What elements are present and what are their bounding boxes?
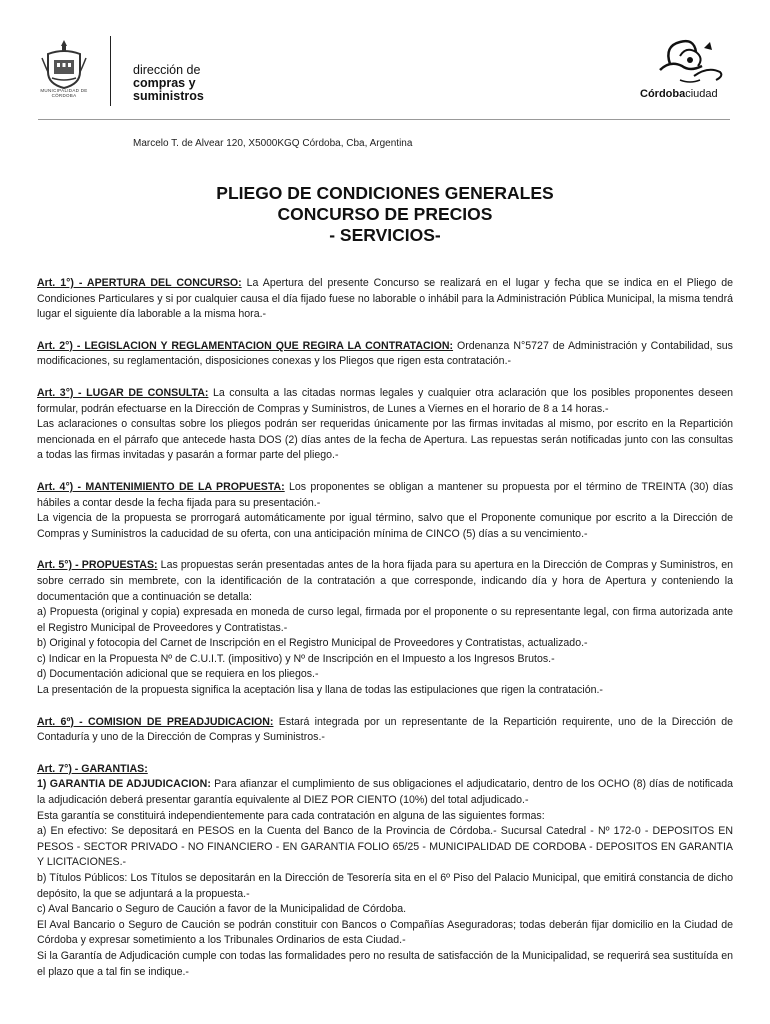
article-paragraph: La presentación de la propuesta significa la aceptación lisa y llana de todas las estipulaciones que rigen la contratación.- bbox=[37, 684, 603, 697]
article-text: Los proponentes se obligan a mantener su propuesta por el término de TREINTA (30) días hábiles a contar desde la fecha fijada para su presentación.- bbox=[37, 480, 733, 509]
article-paragraph bbox=[37, 715, 733, 746]
title-line-1: PLIEGO DE CONDICIONES GENERALES bbox=[216, 183, 554, 203]
department-name bbox=[133, 64, 204, 103]
article-text: Las propuestas serán presentadas antes de la hora fijada para su apertura en la Dirección de Compras y Suministros, en sobre cerrado sin membrete, con la identificación de la contratación a que corresponde, indicando día y hora de Apertura y conteniendo la documentación que a continuación se detalla: bbox=[37, 559, 733, 603]
brand-bold-text: Córdoba bbox=[640, 88, 686, 100]
list-item: b) Títulos Públicos: Los Títulos se depositarán en la Dirección de Tesorería sita en el 6º Piso del Palacio Municipal, que emitirá constancia de dicho depósito, la que se adjuntará a la propuesta.- bbox=[37, 872, 733, 900]
list-item: b) Original y fotocopia del Carnet de Inscripción en el Registro Municipal de Proveedores y Contratistas, actualizado.- bbox=[37, 637, 588, 650]
article-heading: Art. 3°) - LUGAR DE CONSULTA: bbox=[37, 386, 209, 399]
article-6 bbox=[37, 715, 733, 746]
article-paragraph bbox=[37, 558, 733, 605]
article-text: Para afianzar el cumplimiento de sus obligaciones el adjudicatario, dentro de los OCHO (8) días de notificada la adjudicación deberá presentar garantía equivalente al DIEZ POR CIENTO (10%) del total adjudicado.- bbox=[37, 778, 734, 807]
title-line-3: - SERVICIOS- bbox=[329, 225, 441, 245]
article-paragraph bbox=[37, 480, 733, 511]
article-heading: Art. 6º) - COMISION DE PREADJUDICACION: bbox=[37, 715, 274, 728]
department-line-2: compras y bbox=[133, 76, 196, 90]
document-title bbox=[0, 183, 770, 246]
list-item: c) Aval Bancario o Seguro de Caución a favor de la Municipalidad de Córdoba. bbox=[37, 903, 407, 916]
article-1 bbox=[37, 276, 733, 323]
municipal-crest-icon bbox=[40, 38, 88, 90]
article-paragraph: Las aclaraciones o consultas sobre los pliegos podrán ser requeridas únicamente por las firmas invitadas al mismo, por escrito en la Repartición mencionada en el párrafo que antecede hasta DOS (2) días antes de la fecha de Apertura. Las repuestas serán notificadas junto con las consultas a todas las firmas invitadas y pasarán a formar parte del pliego.- bbox=[37, 418, 733, 462]
article-paragraph bbox=[37, 777, 733, 808]
article-paragraph: Si la Garantía de Adjudicación cumple con todas las formalidades pero no resulta de satisfacción de la Municipalidad, se requerirá sea sustituída en el plazo que a tal fin se indique.- bbox=[37, 949, 733, 978]
article-text: La Apertura del presente Concurso se realizará en el lugar y fecha que se indica en el Pliego de Condiciones Particulares y si por cualquier causa el día fijado fuese no laborable o inhábil para la Administración Pública Municipal, la misma tendrá lugar el siguiente día laborable a la misma hora.- bbox=[37, 277, 733, 321]
brand-light-text: ciudad bbox=[685, 88, 718, 100]
article-heading: Art. 1°) - APERTURA DEL CONCURSO: bbox=[37, 277, 242, 289]
list-item: d) Documentación adicional que se requiera en los pliegos.- bbox=[37, 668, 319, 681]
article-text: Estará integrada por un representante de la Repartición requirente, uno de la Dirección de Contaduría y uno de la Dirección de Compras y Suministros.- bbox=[37, 715, 733, 744]
article-text: La consulta a las citadas normas legales y cualquier otra aclaración que los posibles proponentes deseen formular, podrán efectuarse en la Dirección de Compras y Suministros, de Lunes a Viernes en el horario de 8 a 14 horas.- bbox=[37, 386, 733, 415]
department-line-3: suministros bbox=[133, 89, 204, 103]
header-divider bbox=[110, 36, 111, 106]
article-4 bbox=[37, 480, 733, 542]
article-paragraph bbox=[37, 276, 733, 323]
header-rule bbox=[38, 119, 730, 120]
article-paragraph bbox=[37, 386, 733, 417]
article-heading: Art. 5°) - PROPUESTAS: bbox=[37, 559, 158, 572]
title-line-2: CONCURSO DE PRECIOS bbox=[277, 204, 493, 224]
department-line-1: dirección de bbox=[133, 63, 201, 77]
article-2 bbox=[37, 339, 733, 370]
document-body bbox=[37, 276, 733, 996]
article-3 bbox=[37, 386, 733, 464]
article-text: Ordenanza N°5727 de Administración y Contabilidad, sus modificaciones, su reglamentación, disposiciones conexas y los Pliegos que rigen esta contratación.- bbox=[37, 339, 733, 368]
article-paragraph: La vigencia de la propuesta se prorrogará automáticamente por igual término, salvo que el Proponente comunique por escrito a la Dirección de Compras y Suministros la caducidad de su oferta, con una anticipación mínima de CINCO (5) días a su vencimiento.- bbox=[37, 512, 733, 540]
article-7 bbox=[37, 762, 733, 980]
address: Marcelo T. de Alvear 120, X5000KGQ Córdoba, Cba, Argentina bbox=[133, 138, 413, 149]
list-item: a) En efectivo: Se depositará en PESOS en la Cuenta del Banco de la Provincia de Córdoba.- Sucursal Catedral - Nº 172-0 - DEPOSITOS EN PESOS - SECTOR PRIVADO - NO FINANCIERO - EN GARANTIA FOLIO 65/25 - MUNICIPALIDAD DE CORDOBA - DEPOSITOS EN GARANTIA Y LICITACIONES.- bbox=[37, 825, 733, 869]
article-paragraph: El Aval Bancario o Seguro de Caución se podrán constituir con Bancos o Compañías Aseguradoras; todas deberán fijar domicilio en la Ciudad de Córdoba y expresar sometimiento a los Tribunales Ordinarios de esta Ciudad.- bbox=[37, 918, 733, 947]
cordoba-ciudad-logo-icon bbox=[650, 36, 730, 92]
article-heading: Art. 7°) - GARANTIAS: bbox=[37, 762, 148, 775]
municipality-name: MUNICIPALIDAD DE CÓRDOBA bbox=[40, 88, 88, 98]
letterhead bbox=[0, 0, 770, 149]
article-paragraph bbox=[37, 339, 733, 370]
article-5 bbox=[37, 558, 733, 698]
article-heading: Art. 2°) - LEGISLACION Y REGLAMENTACION QUE REGIRA LA CONTRATACION: bbox=[37, 339, 454, 352]
list-item: c) Indicar en la Propuesta Nº de C.U.I.T. (impositivo) y Nº de Inscripción en el Impuesto a los Ingresos Brutos.- bbox=[37, 652, 555, 665]
list-item: a) Propuesta (original y copia) expresada en moneda de curso legal, firmada por el proponente o su representante legal, con firma autorizada ante el Registro Municipal de Proveedores y Contratistas.- bbox=[37, 606, 733, 634]
article-paragraph bbox=[37, 762, 733, 778]
article-heading: Art. 4°) - MANTENIMIENTO DE LA PROPUESTA: bbox=[37, 480, 285, 493]
article-paragraph: Esta garantía se constituirá independientemente para cada contratación en alguna de las siguientes formas: bbox=[37, 809, 545, 822]
subsection-label: 1) GARANTIA DE ADJUDICACION: bbox=[37, 778, 211, 791]
cordoba-ciudad-wordmark bbox=[640, 88, 718, 100]
